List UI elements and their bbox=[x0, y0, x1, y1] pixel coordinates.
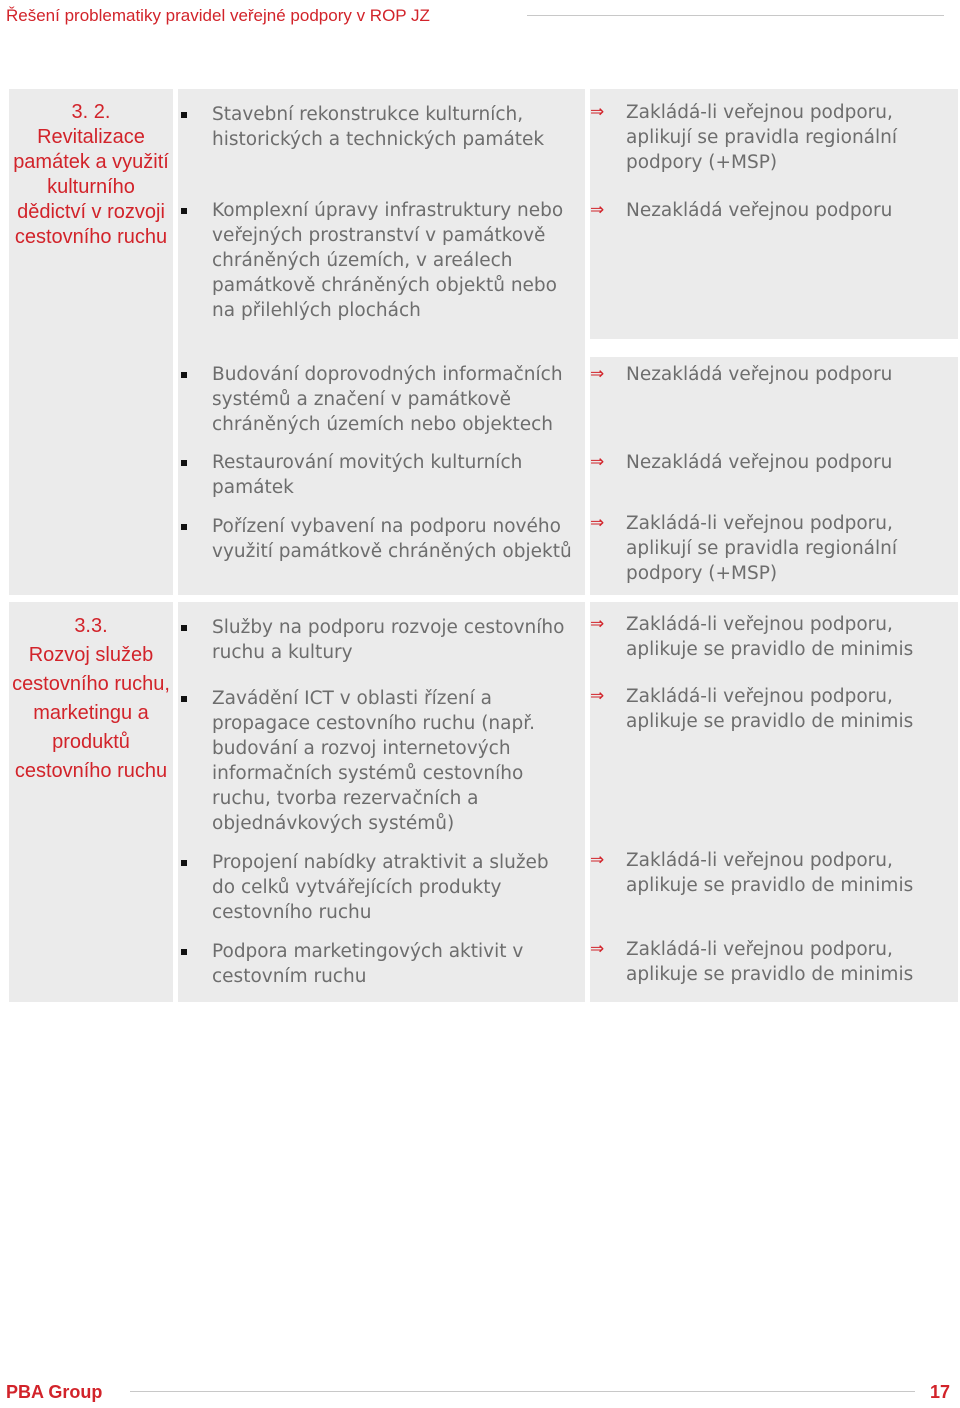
block-title: Revitalizace památek a využití kulturního dědictví v rozvoji cestovního ruchu bbox=[13, 126, 169, 248]
activity-text: Podpora marketingových aktivit v cestovním ruchu bbox=[212, 941, 524, 987]
implies-arrow-icon: ⇒ bbox=[590, 939, 605, 959]
rule-text: Zakládá-li veřejnou podporu, aplikuje se pravidlo de minimis bbox=[626, 614, 914, 660]
implies-arrow-icon: ⇒ bbox=[590, 102, 605, 122]
activity-text: Zavádění ICT v oblasti řízení a propagace cestovního ruchu (např. budování a rozvoj internetových informačních systémů cestovního ruchu, tvorba rezervačních a objednávkových systémů) bbox=[212, 688, 536, 834]
block-number: 3. 2. bbox=[71, 101, 111, 123]
page-header-title: Řešení problematiky pravidel veřejné podpory v ROP JZ bbox=[6, 6, 430, 25]
implies-arrow-icon: ⇒ bbox=[590, 452, 605, 472]
activity-text: Služby na podporu rozvoje cestovního ruchu a kultury bbox=[212, 617, 565, 663]
bullet-square-icon bbox=[181, 860, 187, 866]
footer-divider bbox=[130, 1391, 915, 1392]
bullet-square-icon bbox=[181, 949, 187, 955]
bullet-square-icon bbox=[181, 696, 187, 702]
rule-item bbox=[590, 450, 950, 475]
implies-arrow-icon: ⇒ bbox=[590, 200, 605, 220]
rule-text: Zakládá-li veřejnou podporu, aplikuje se pravidlo de minimis bbox=[626, 686, 914, 732]
rule-item bbox=[590, 937, 950, 987]
activity-item bbox=[186, 450, 576, 500]
implies-arrow-icon: ⇒ bbox=[590, 513, 605, 533]
rule-item bbox=[590, 362, 950, 387]
activity-item bbox=[186, 615, 576, 665]
activity-item bbox=[186, 850, 576, 925]
activity-text: Stavební rekonstrukce kulturních, historických a technických památek bbox=[212, 104, 545, 150]
block-number: 3.3. bbox=[74, 615, 108, 637]
activity-text: Pořízení vybavení na podporu nového využití památkově chráněných objektů bbox=[212, 516, 572, 562]
implies-arrow-icon: ⇒ bbox=[590, 686, 605, 706]
rule-text: Nezakládá veřejnou podporu bbox=[626, 200, 893, 221]
activity-item bbox=[186, 102, 576, 152]
activity-text: Propojení nabídky atraktivit a služeb do celků vytvářejících produkty cestovního ruchu bbox=[212, 852, 549, 923]
rule-item bbox=[590, 684, 950, 734]
rule-text: Nezakládá veřejnou podporu bbox=[626, 452, 893, 473]
bullet-square-icon bbox=[181, 625, 187, 631]
rule-item bbox=[590, 511, 950, 586]
implies-arrow-icon: ⇒ bbox=[590, 364, 605, 384]
bullet-square-icon bbox=[181, 208, 187, 214]
rule-text: Nezakládá veřejnou podporu bbox=[626, 364, 893, 385]
rule-text: Zakládá-li veřejnou podporu, aplikují se pravidla regionální podpory (+MSP) bbox=[626, 513, 898, 584]
bullet-square-icon bbox=[181, 460, 187, 466]
activity-text: Budování doprovodných informačních systémů a značení v památkově chráněných územích nebo objektech bbox=[212, 364, 563, 435]
bullet-square-icon bbox=[181, 372, 187, 378]
rule-item bbox=[590, 100, 950, 175]
activity-item bbox=[186, 198, 576, 323]
implies-arrow-icon: ⇒ bbox=[590, 850, 605, 870]
bullet-square-icon bbox=[181, 112, 187, 118]
block-heading bbox=[12, 612, 170, 786]
page-number: 17 bbox=[929, 1382, 950, 1402]
rule-item bbox=[590, 848, 950, 898]
implies-arrow-icon: ⇒ bbox=[590, 614, 605, 634]
activity-text: Komplexní úpravy infrastruktury nebo veřejných prostranství v památkově chráněných územích, v areálech památkově chráněných objektů nebo na přilehlých plochách bbox=[212, 200, 564, 321]
bullet-square-icon bbox=[181, 524, 187, 530]
rule-text: Zakládá-li veřejnou podporu, aplikuje se pravidlo de minimis bbox=[626, 850, 914, 896]
rule-text: Zakládá-li veřejnou podporu, aplikuje se pravidlo de minimis bbox=[626, 939, 914, 985]
activity-text: Restaurování movitých kulturních památek bbox=[212, 452, 523, 498]
rule-item bbox=[590, 612, 950, 662]
rule-item bbox=[590, 198, 950, 223]
activity-item bbox=[186, 514, 576, 564]
block-title: Rozvoj služeb cestovního ruchu, marketingu a produktů cestovního ruchu bbox=[12, 644, 170, 782]
block-heading bbox=[12, 100, 170, 250]
activity-item bbox=[186, 686, 576, 836]
footer-company: PBA Group bbox=[6, 1382, 103, 1402]
activity-item bbox=[186, 939, 576, 989]
activity-item bbox=[186, 362, 576, 437]
rule-text: Zakládá-li veřejnou podporu, aplikují se pravidla regionální podpory (+MSP) bbox=[626, 102, 898, 173]
header-divider bbox=[527, 15, 944, 16]
